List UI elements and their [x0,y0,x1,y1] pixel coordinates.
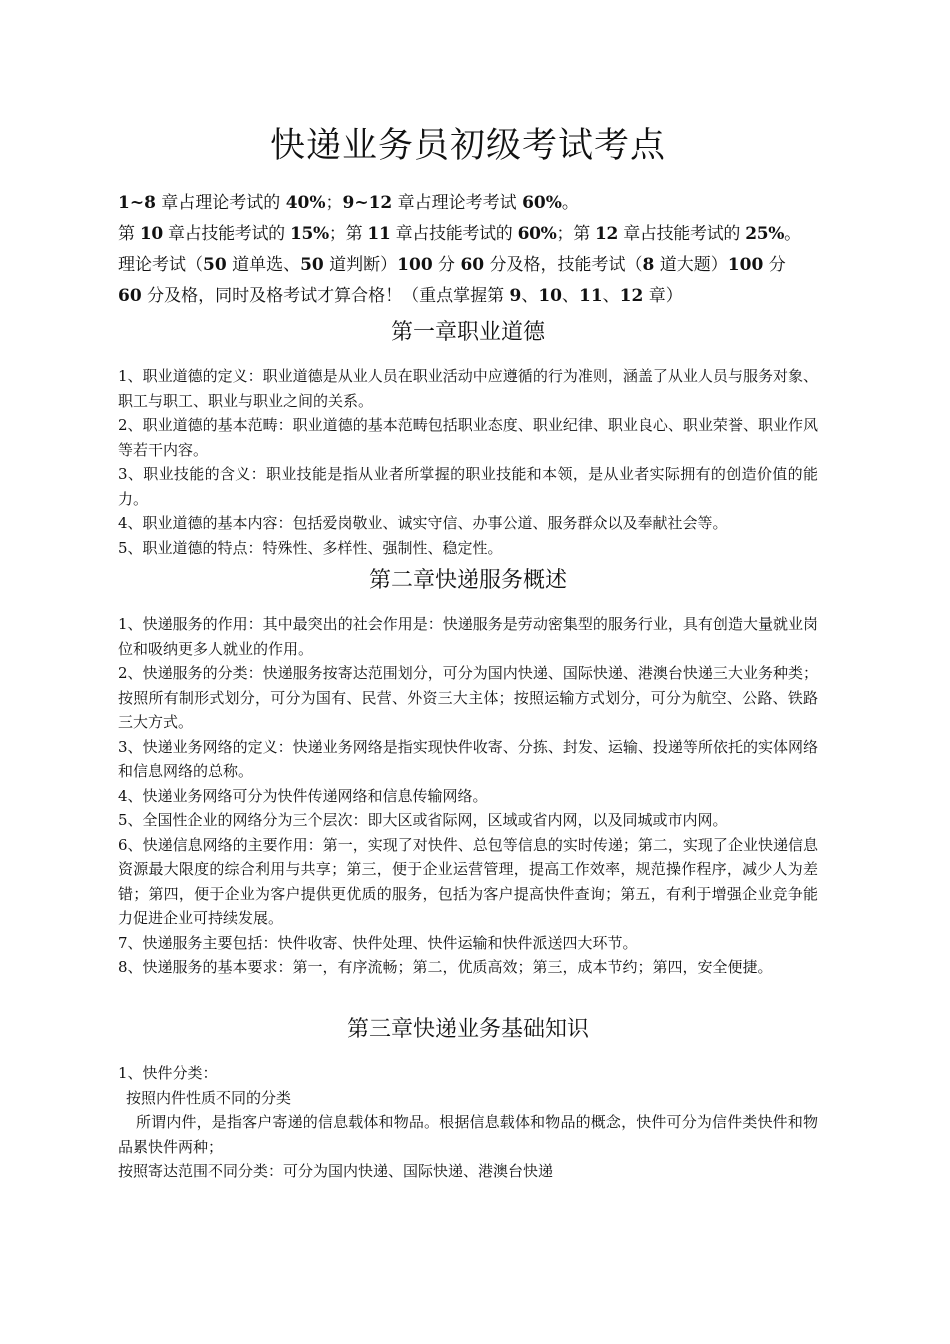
list-item: 5、职业道德的特点：特殊性、多样性、强制性、稳定性。 [118,538,503,557]
bold-text-run: 100 [397,255,433,275]
list-item: 1、快递服务的作用：其中最突出的社会作用是：快递服务是劳动密集型的服务行业，具有创造大量就业岗位和吸纳更多人就业的作用。 [118,615,818,658]
bold-text-run: 100 [727,255,764,275]
paragraph: 按照寄达范围不同分类：可分为国内快递、国际快递、港澳台快递 [118,1162,554,1180]
list-item: 4、快递业务网络可分为快件传递网络和信息传输网络。 [118,786,488,805]
bold-text-run: 12 [619,286,644,306]
bold-text-run: 11 [579,286,603,306]
list-item: 6、快递信息网络的主要作用：第一，实现了对快件、总包等信息的实时传递；第二，实现了企业快递信息资源最大限度的综合利用与共享；第三，便于企业运营管理，提高工作效率，规范操作程序，减少人为差错；第四，便于企业为客户提供更优质的服务，包括为客户提高快件查询；第五，有利于增强企业竞争能力促进企业可持续发展。 [118,835,818,927]
text-run: 第 [118,224,140,244]
chapter-3-heading: 第三章快递业务基础知识 [346,1017,589,1042]
text-run: 道判断） [323,255,398,275]
bold-text-run: 8 [642,255,655,275]
exam-weighting-intro [118,188,818,312]
bold-text-run: 1~8 [118,193,156,213]
text-run: 章） [643,286,683,306]
list-item: 1、快件分类： [118,1064,218,1082]
subheading: 按照内件性质不同的分类 [126,1088,292,1107]
text-run: 道大题） [654,255,728,275]
bold-text-run: 10 [538,286,562,306]
text-run: 章占理论考考试 [392,193,523,213]
text-run: 分及格，技能考试（ [484,255,643,275]
list-item: 4、职业道德的基本内容：包括爱岗敬业、诚实守信、办事公道、服务群众以及奉献社会等。 [118,514,728,532]
text-run: 、 [562,286,579,306]
text-run: ； [325,193,343,213]
text-run: 道单选、 [226,255,301,275]
text-run: 章占技能考试的 [618,224,746,244]
text-run: 章占理论考试的 [155,193,286,213]
text-run: 、 [602,286,620,306]
text-run: 章占技能考试的 [162,224,290,244]
chapter-1-items [118,364,818,560]
bold-text-run: 9 [509,286,522,306]
list-item: 3、职业技能的含义：职业技能是指从业者所掌握的职业技能和本领，是从业者实际拥有的创造价值的能力。 [118,465,818,508]
chapter-1-heading: 第一章职业道德 [390,320,545,345]
text-run: 分及格，同时及格考试才算合格！（重点掌握第 [141,286,510,306]
text-run: 分 [432,255,461,275]
list-item: 8、快递服务的基本要求：第一，有序流畅；第二，优质高效；第三，成本节约；第四，安全便捷。 [118,958,773,976]
intro-line-3 [118,250,818,281]
bold-text-run: 15% [289,224,329,244]
text-run: 章占技能考试的 [390,224,518,244]
bold-text-run: 9~12 [342,193,393,213]
bold-text-run: 60 [118,286,142,306]
bold-text-run: 10 [139,224,163,244]
text-run: 理论考试（ [118,255,203,275]
bold-text-run: 60 [460,255,485,275]
document-title: 快递业务员初级考试考点 [269,126,666,166]
list-item: 5、全国性企业的网络分为三个层次：即大区或省际网，区域或省内网，以及同城或市内网。 [118,811,728,829]
text-run: 、 [521,286,539,306]
intro-line-2 [118,219,818,250]
list-item: 2、快递服务的分类：快递服务按寄达范围划分，可分为国内快递、国际快递、港澳台快递三大业务种类；按照所有制形式划分，可分为国有、民营、外资三大主体；按照运输方式划分，可分为航空、公路、铁路三大方式。 [118,664,818,731]
list-item: 3、快递业务网络的定义：快递业务网络是指实现快件收寄、分拣、封发、运输、投递等所依托的实体网络和信息网络的总称。 [118,737,818,780]
chapter-2-heading: 第二章快递服务概述 [368,568,567,593]
bold-text-run: 60% [517,224,557,244]
bold-text-run: 25% [745,224,785,244]
text-run: ；第 [328,224,368,244]
list-item: 1、职业道德的定义：职业道德是从业人员在职业活动中应遵循的行为准则，涵盖了从业人员与服务对象、职工与职工、职业与职业之间的关系。 [118,367,818,410]
bold-text-run: 60% [522,193,562,213]
list-item: 2、职业道德的基本范畴：职业道德的基本范畴包括职业态度、职业纪律、职业良心、职业荣誉、职业作风等若干内容。 [118,416,818,459]
intro-line-4 [118,281,818,312]
bold-text-run: 11 [367,224,391,244]
text-run: ；第 [556,224,596,244]
intro-line-1 [118,188,818,219]
paragraph: 所谓内件，是指客户寄递的信息载体和物品。根据信息载体和物品的概念，快件可分为信件类快件和物品累快件两种； [118,1113,818,1156]
chapter-3-items [118,1061,818,1184]
text-run: 。 [561,193,579,213]
bold-text-run: 40% [285,193,326,213]
text-run: 分 [763,255,786,275]
bold-text-run: 50 [300,255,324,275]
list-item: 7、快递服务主要包括：快件收寄、快件处理、快件运输和快件派送四大环节。 [118,933,638,952]
bold-text-run: 50 [203,255,227,275]
chapter-2-items [118,612,818,980]
bold-text-run: 12 [595,224,619,244]
text-run: 。 [784,224,801,244]
